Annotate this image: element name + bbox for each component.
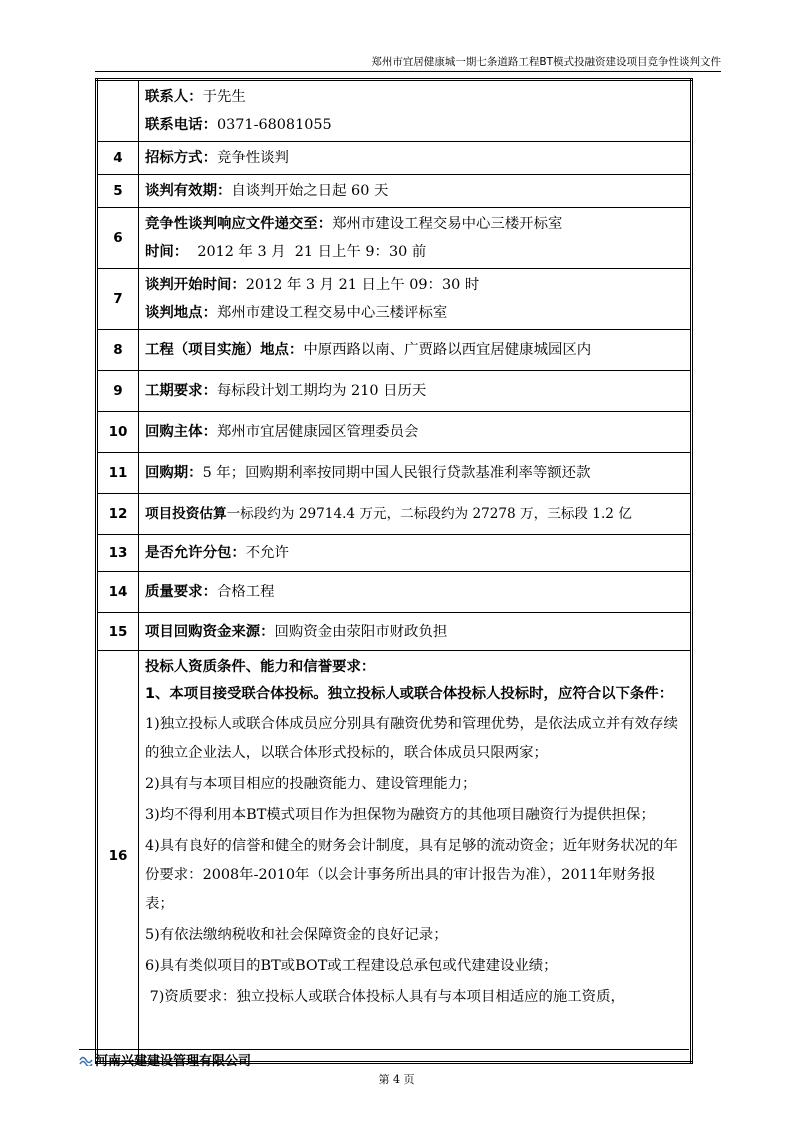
table-row — [97, 535, 692, 572]
row-number: 12 — [97, 494, 139, 535]
field-value: 合格工程 — [216, 584, 275, 600]
row-number: 9 — [97, 371, 139, 412]
field-label: 谈判开始时间： — [145, 277, 246, 293]
field-value: 回购资金由荥阳市财政负担 — [274, 623, 448, 640]
field-label: 时间： — [145, 244, 189, 260]
table-row — [97, 412, 692, 453]
table-row — [97, 175, 692, 208]
row-content — [139, 330, 692, 371]
row-number: 8 — [97, 330, 139, 371]
row-content — [139, 371, 692, 412]
table-row — [97, 269, 692, 330]
field-value: 5 年；回购期利率按同期中国人民银行贷款基准利率等额还款 — [202, 465, 591, 481]
page-header — [95, 54, 721, 72]
field-label: 招标方式： — [145, 150, 217, 166]
row-number: 10 — [97, 412, 139, 453]
table-row — [97, 371, 692, 412]
qualification-heading: 投标人资质条件、能力和信誉要求： — [145, 659, 376, 675]
row-content — [139, 535, 692, 572]
table-row — [97, 142, 692, 175]
list-item: 2)具有与本项目相应的投融资能力、建设管理能力； — [145, 776, 477, 792]
field-value: 郑州市宜居健康园区管理委员会 — [216, 424, 419, 440]
list-item: 3)均不得利用本BT模式项目作为担保物为融资方的其他项目融资行为提供担保； — [145, 807, 655, 823]
row-content — [139, 494, 692, 535]
field-label: 谈判有效期： — [145, 183, 232, 199]
row-number: 5 — [97, 175, 139, 208]
table-row — [97, 494, 692, 535]
row-content — [139, 80, 692, 142]
table-row — [97, 330, 692, 371]
row-number: 7 — [97, 269, 139, 330]
document-title: 郑州市宜居健康城一期七条道路工程BT模式投融资建设项目竞争性谈判文件 — [371, 56, 721, 68]
footer-company — [79, 1050, 251, 1069]
company-logo-icon — [79, 1054, 93, 1066]
field-value: 不允许 — [245, 545, 289, 561]
info-table — [95, 78, 693, 1064]
field-label: 联系人： — [145, 89, 203, 105]
row-number: 4 — [97, 142, 139, 175]
row-content — [139, 613, 692, 651]
field-value: 2012 年 3 月 21 日上午 09：30 时 — [245, 277, 480, 293]
row-number: 11 — [97, 453, 139, 494]
row-number: 14 — [97, 572, 139, 613]
field-value: 0371-68081055 — [216, 117, 332, 133]
field-value: 郑州市建设工程交易中心三楼开标室 — [332, 216, 563, 232]
row-number: 6 — [97, 208, 139, 269]
field-label: 项目投资估算 — [145, 506, 227, 522]
table-row — [97, 651, 692, 1063]
field-label: 项目回购资金来源： — [145, 623, 275, 640]
page-number: 第 4 页 — [378, 1073, 415, 1086]
table-row — [97, 80, 692, 142]
row-content — [139, 412, 692, 453]
field-value: 中原西路以南、广贾路以西宜居健康城园区内 — [303, 342, 592, 358]
row-number: 16 — [97, 651, 139, 1063]
field-value: 2012 年 3 月 21 日上午 9：30 前 — [188, 244, 427, 260]
row-content — [139, 175, 692, 208]
list-item: 1)独立投标人或联合体成员应分别具有融资优势和管理优势，是依法成立并有效存续的独立企业法人，以联合体形式投标的，联合体成员只限两家； — [145, 716, 678, 761]
field-value: 每标段计划工期均为 210 日历天 — [216, 383, 427, 399]
list-item: 6)具有类似项目的BT或BOT或工程建设总承包或代建建设业绩； — [145, 958, 558, 974]
field-label: 谈判地点： — [145, 305, 217, 321]
field-label: 回购期： — [145, 465, 203, 481]
row-content — [139, 651, 692, 1063]
row-content — [139, 142, 692, 175]
field-label: 是否允许分包： — [145, 545, 246, 561]
field-label: 联系电话： — [145, 117, 217, 133]
list-item: 4)具有良好的信誉和健全的财务会计制度，具有足够的流动资金；近年财务状况的年份要求：2008年-2010年（以会计事务所出具的审计报告为准），2011年财务报表； — [145, 838, 678, 912]
list-item: 5)有依法缴纳税收和社会保障资金的良好记录； — [145, 927, 448, 943]
list-item: 7)资质要求：独立投标人或联合体投标人具有与本项目相适应的施工资质， — [145, 989, 625, 1005]
field-value: 郑州市建设工程交易中心三楼评标室 — [216, 305, 448, 321]
field-label: 回购主体： — [145, 424, 217, 440]
table-row — [97, 572, 692, 613]
table-row — [97, 613, 692, 651]
field-label: 竞争性谈判响应文件递交至： — [145, 216, 333, 232]
table-row — [97, 208, 692, 269]
row-number — [97, 80, 139, 142]
field-label: 工程（项目实施）地点： — [145, 342, 304, 358]
row-content — [139, 572, 692, 613]
field-label: 质量要求： — [145, 584, 217, 600]
qualification-subheading: 1、本项目接受联合体投标。独立投标人或联合体投标人投标时，应符合以下条件： — [145, 686, 674, 702]
row-content — [139, 269, 692, 330]
table-row — [97, 453, 692, 494]
field-label: 工期要求： — [145, 383, 217, 399]
field-value: 一标段约为 29714.4 万元，二标段约为 27278 万，三标段 1.2 亿 — [226, 506, 632, 522]
field-value: 于先生 — [202, 89, 246, 105]
company-name: 河南兴建建设管理有限公司 — [95, 1054, 252, 1069]
row-number: 15 — [97, 613, 139, 651]
row-number: 13 — [97, 535, 139, 572]
field-value: 自谈判开始之日起 60 天 — [231, 183, 389, 199]
row-content — [139, 453, 692, 494]
field-value: 竞争性谈判 — [216, 150, 289, 166]
row-content — [139, 208, 692, 269]
